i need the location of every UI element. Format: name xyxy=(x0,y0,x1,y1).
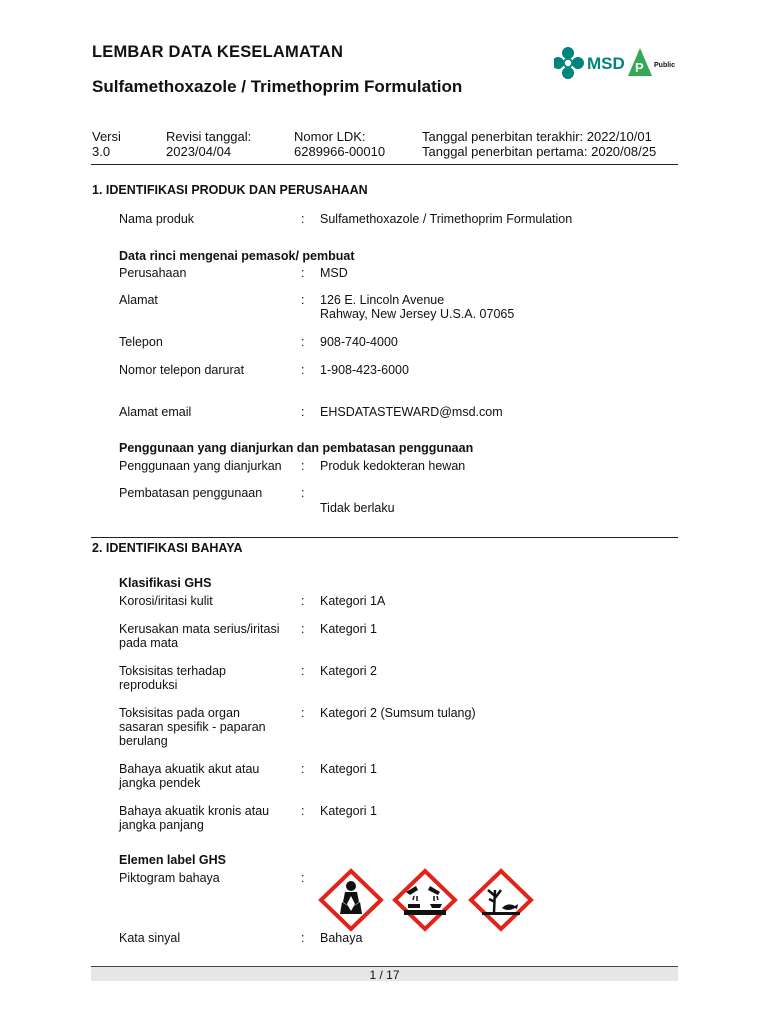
colon: : xyxy=(301,931,305,945)
aquatic-chronic-value: Kategori 1 xyxy=(320,804,377,818)
aquatic-acute-label-2: jangka pendek xyxy=(119,776,201,790)
colon: : xyxy=(301,266,305,280)
company-value: MSD xyxy=(320,266,348,280)
recommended-use-value: Produk kedokteran hewan xyxy=(320,459,466,473)
msd-logo xyxy=(554,46,684,80)
email-value[interactable]: EHSDATASTEWARD@msd.com xyxy=(320,405,503,419)
product-name-label: Nama produk xyxy=(119,212,195,226)
section-divider xyxy=(91,537,678,538)
colon: : xyxy=(301,664,305,678)
skin-corrosion-label: Korosi/iritasi kulit xyxy=(119,594,213,608)
msd-logo-icon xyxy=(554,46,684,80)
aquatic-acute-value: Kategori 1 xyxy=(320,762,377,776)
aquatic-acute-label-1: Bahaya akuatik akut atau xyxy=(119,762,260,776)
last-issue-date: Tanggal penerbitan terakhir: 2022/10/01 xyxy=(422,129,652,144)
skin-corrosion-value: Kategori 1A xyxy=(320,594,386,608)
badge-letter: P xyxy=(635,60,644,75)
colon: : xyxy=(301,622,305,636)
email-label: Alamat email xyxy=(119,405,192,419)
colon: : xyxy=(301,405,305,419)
health-hazard-icon xyxy=(318,868,384,932)
phone-label: Telepon xyxy=(119,335,163,349)
eye-damage-label-2: pada mata xyxy=(119,636,179,650)
reproductive-toxicity-label-2: reproduksi xyxy=(119,678,178,692)
aquatic-chronic-label-2: jangka panjang xyxy=(119,818,204,832)
colon: : xyxy=(301,459,305,473)
restriction-value: Tidak berlaku xyxy=(320,501,395,515)
colon: : xyxy=(301,762,305,776)
organ-toxicity-label-3: berulang xyxy=(119,734,168,748)
ghs-label-elements-heading: Elemen label GHS xyxy=(119,853,226,867)
colon: : xyxy=(301,706,305,720)
logo-text: MSD xyxy=(587,54,625,73)
badge-text: Public xyxy=(654,62,676,69)
colon: : xyxy=(301,335,305,349)
product-title: Sulfamethoxazole / Trimethoprim Formulation xyxy=(92,77,463,96)
colon: : xyxy=(301,293,305,307)
pictogram-label: Piktogram bahaya xyxy=(119,871,220,885)
colon: : xyxy=(301,486,305,500)
organ-toxicity-value: Kategori 2 (Sumsum tulang) xyxy=(320,706,476,720)
colon: : xyxy=(301,804,305,818)
signal-word-label: Kata sinyal xyxy=(119,931,181,945)
environment-icon xyxy=(468,868,534,932)
organ-toxicity-label-1: Toksisitas pada organ xyxy=(119,706,240,720)
revision-date-value: 2023/04/04 xyxy=(166,144,232,159)
organ-toxicity-label-2: sasaran spesifik - paparan xyxy=(119,720,266,734)
colon: : xyxy=(301,871,305,885)
company-label: Perusahaan xyxy=(119,266,187,280)
reproductive-toxicity-value: Kategori 2 xyxy=(320,664,377,678)
phone-value: 908-740-4000 xyxy=(320,335,398,349)
eye-damage-value: Kategori 1 xyxy=(320,622,377,636)
reproductive-toxicity-label-1: Toksisitas terhadap xyxy=(119,664,227,678)
signal-word-value: Bahaya xyxy=(320,931,363,945)
restriction-label: Pembatasan penggunaan xyxy=(119,486,263,500)
ghs-classification-heading: Klasifikasi GHS xyxy=(119,576,212,590)
address-line-1: 126 E. Lincoln Avenue xyxy=(320,293,445,307)
ldk-number-label: Nomor LDK: xyxy=(294,129,366,144)
version-value: 3.0 xyxy=(92,144,111,159)
page-number: 1 / 17 xyxy=(369,968,400,982)
revision-date-label: Revisi tanggal: xyxy=(166,129,252,144)
address-label: Alamat xyxy=(119,293,158,307)
supplier-heading: Data rinci mengenai pemasok/ pembuat xyxy=(119,249,355,263)
product-name-value: Sulfamethoxazole / Trimethoprim Formulation xyxy=(320,212,573,226)
emergency-phone-label: Nomor telepon darurat xyxy=(119,363,245,377)
first-issue-date: Tanggal penerbitan pertama: 2020/08/25 xyxy=(422,144,657,159)
emergency-phone-value: 1-908-423-6000 xyxy=(320,363,409,377)
eye-damage-label-1: Kerusakan mata serius/iritasi xyxy=(119,622,280,636)
section-1-title: 1. IDENTIFIKASI PRODUK DAN PERUSAHAAN xyxy=(92,183,368,197)
section-2-title: 2. IDENTIFIKASI BAHAYA xyxy=(92,541,243,555)
address-line-2: Rahway, New Jersey U.S.A. 07065 xyxy=(320,307,515,321)
colon: : xyxy=(301,594,305,608)
section-divider xyxy=(91,164,678,165)
colon: : xyxy=(301,212,305,226)
colon: : xyxy=(301,363,305,377)
ldk-number-value: 6289966-00010 xyxy=(294,144,386,159)
page-footer xyxy=(91,966,678,981)
corrosion-icon xyxy=(392,868,458,932)
document-heading: LEMBAR DATA KESELAMATAN xyxy=(92,43,344,61)
aquatic-chronic-label-1: Bahaya akuatik kronis atau xyxy=(119,804,270,818)
usage-heading: Penggunaan yang dianjurkan dan pembatasan penggunaan xyxy=(119,441,474,455)
version-label: Versi xyxy=(92,129,121,144)
recommended-use-label: Penggunaan yang dianjurkan xyxy=(119,459,282,473)
